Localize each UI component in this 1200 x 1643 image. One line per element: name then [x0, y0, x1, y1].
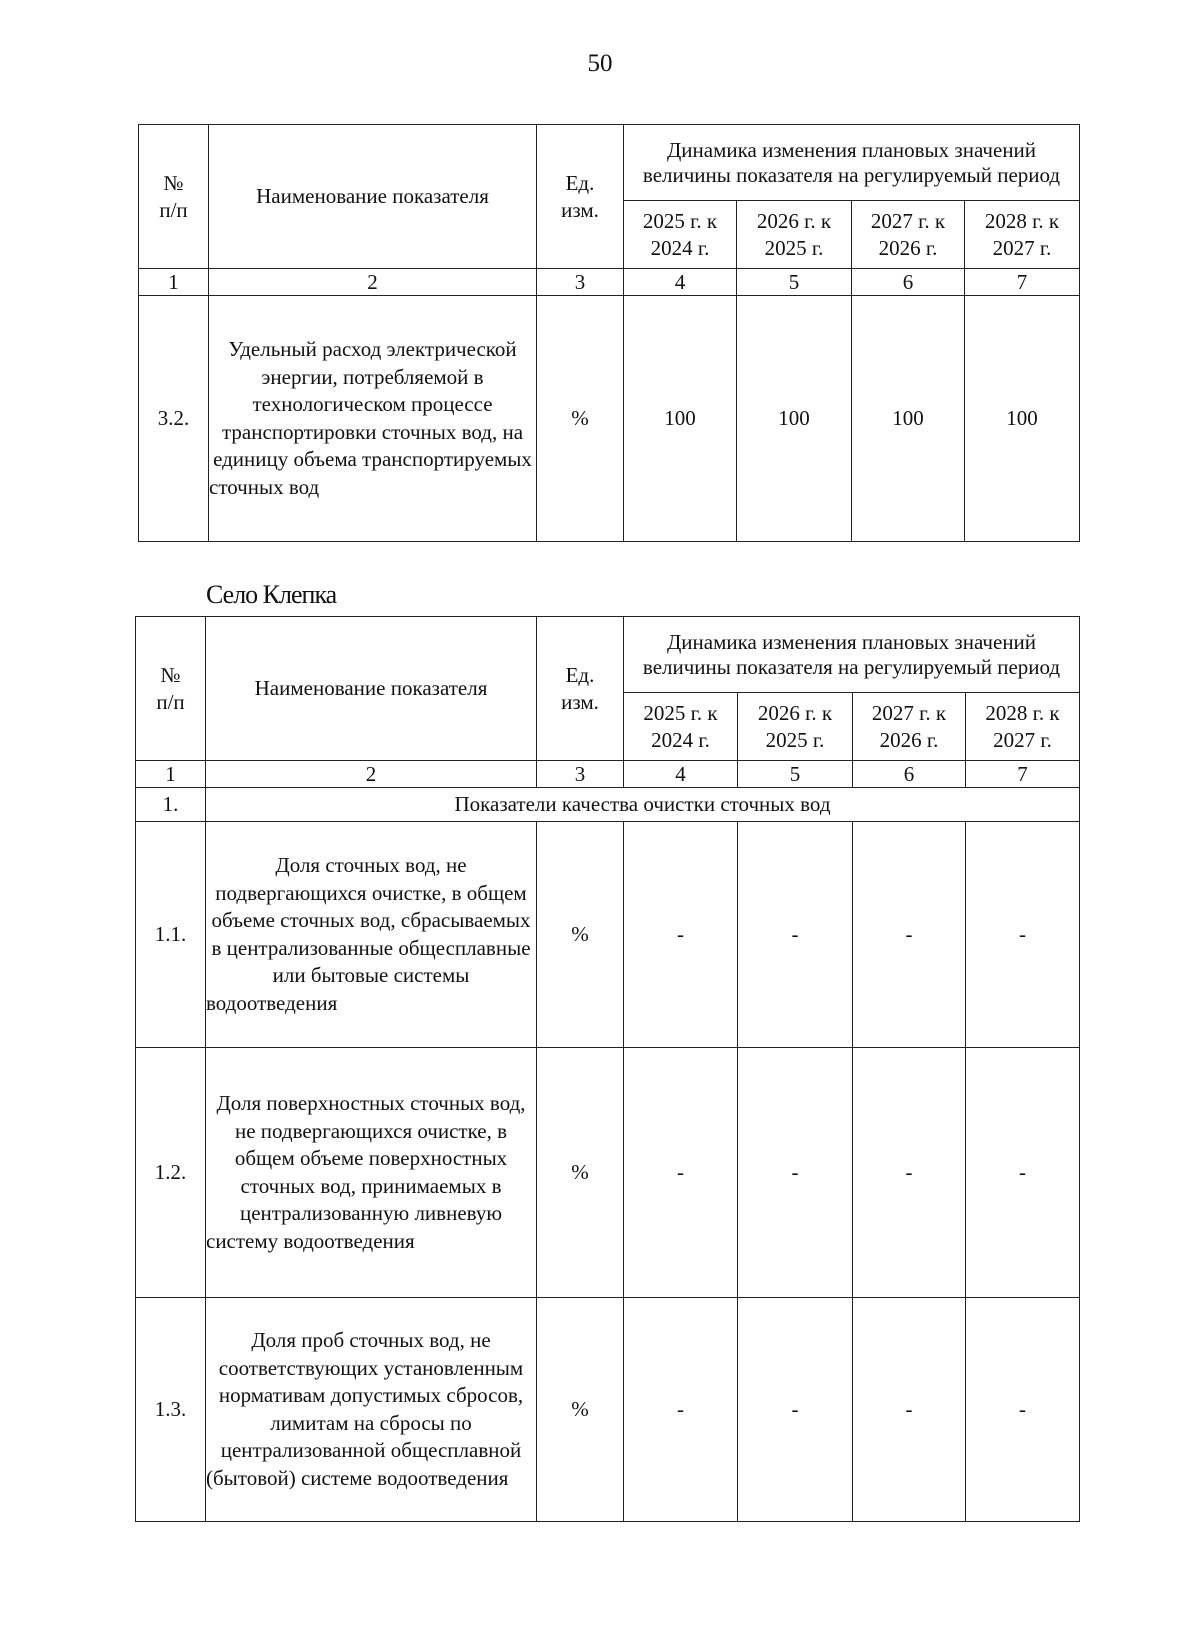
row-unit: % [537, 1048, 624, 1298]
row-value: - [853, 822, 966, 1048]
group-row [136, 788, 1080, 822]
group-num: 1. [136, 788, 206, 822]
section-title: Село Клепка [206, 580, 337, 609]
column-index: 7 [965, 269, 1080, 296]
row-unit: % [537, 1298, 624, 1522]
indicators-table-1 [138, 124, 1080, 542]
row-value: - [966, 1048, 1080, 1298]
row-num: 1.3. [136, 1298, 206, 1522]
header-unit: Ед. изм. [537, 125, 624, 269]
row-value: - [966, 1298, 1080, 1522]
table-row [136, 1048, 1080, 1298]
column-index: 4 [624, 269, 737, 296]
table-row [136, 822, 1080, 1048]
indicator-name: Удельный расход электрической энергии, потребляемой в технологическом процессе транспортировки сточных вод, на единицу объема транспортируемых сточных вод [209, 296, 537, 542]
row-unit: % [537, 822, 624, 1048]
column-index: 7 [966, 761, 1080, 788]
column-index: 5 [738, 761, 853, 788]
column-index: 1 [139, 269, 209, 296]
row-value: - [738, 1048, 853, 1298]
row-value: - [624, 1048, 738, 1298]
row-value: - [738, 1298, 853, 1522]
header-year: 2025 г. к 2024 г. [624, 693, 738, 761]
row-value: 100 [852, 296, 965, 542]
row-value: - [966, 822, 1080, 1048]
column-index: 6 [852, 269, 965, 296]
header-year: 2025 г. к 2024 г. [624, 201, 737, 269]
header-year: 2027 г. к 2026 г. [852, 201, 965, 269]
row-unit: % [537, 296, 624, 542]
row-value: - [624, 822, 738, 1048]
page-number: 50 [587, 50, 613, 77]
header-year: 2028 г. к 2027 г. [965, 201, 1080, 269]
header-year: 2026 г. к 2025 г. [737, 201, 852, 269]
column-index: 3 [537, 761, 624, 788]
header-num: № п/п [139, 125, 209, 269]
header-dynamics: Динамика изменения плановых значений величины показателя на регулируемый период [624, 125, 1080, 201]
row-value: - [624, 1298, 738, 1522]
header-dynamics: Динамика изменения плановых значений величины показателя на регулируемый период [624, 617, 1080, 693]
row-num: 1.1. [136, 822, 206, 1048]
row-value: - [738, 822, 853, 1048]
header-unit: Ед. изм. [537, 617, 624, 761]
row-value: 100 [624, 296, 737, 542]
column-index: 6 [853, 761, 966, 788]
indicators-table-2 [135, 616, 1080, 1522]
row-num: 3.2. [139, 296, 209, 542]
table-row [136, 1298, 1080, 1522]
header-num: № п/п [136, 617, 206, 761]
column-index: 1 [136, 761, 206, 788]
indicator-name: Доля поверхностных сточных вод, не подвергающихся очистке, в общем объеме поверхностных сточных вод, принимаемых в централизованную ливневую систему водоотведения [206, 1048, 537, 1298]
indicator-name: Доля сточных вод, не подвергающихся очистке, в общем объеме сточных вод, сбрасываемых в централизованные общесплавные или бытовые системы водоотведения [206, 822, 537, 1048]
header-year: 2028 г. к 2027 г. [966, 693, 1080, 761]
column-index: 3 [537, 269, 624, 296]
header-year: 2027 г. к 2026 г. [853, 693, 966, 761]
table-row [139, 296, 1080, 542]
indicator-name: Доля проб сточных вод, не соответствующих установленным нормативам допустимых сбросов, лимитам на сбросы по централизованной общесплавной (бытовой) системе водоотведения [206, 1298, 537, 1522]
column-index: 2 [209, 269, 537, 296]
row-value: - [853, 1048, 966, 1298]
group-title: Показатели качества очистки сточных вод [206, 788, 1080, 822]
column-index: 4 [624, 761, 738, 788]
header-name: Наименование показателя [206, 617, 537, 761]
row-value: - [853, 1298, 966, 1522]
header-name: Наименование показателя [209, 125, 537, 269]
row-value: 100 [737, 296, 852, 542]
column-index: 5 [737, 269, 852, 296]
row-value: 100 [965, 296, 1080, 542]
column-index: 2 [206, 761, 537, 788]
header-year: 2026 г. к 2025 г. [738, 693, 853, 761]
row-num: 1.2. [136, 1048, 206, 1298]
